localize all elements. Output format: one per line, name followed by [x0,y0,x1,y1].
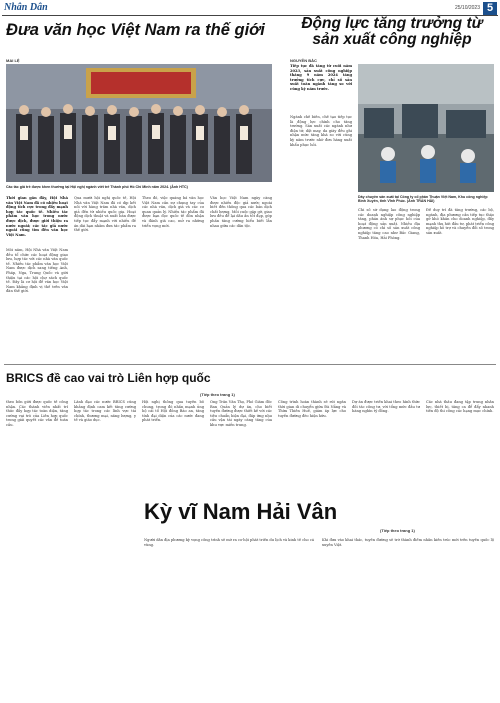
article1-photo [6,64,272,182]
article2-lead: Tiếp tục đà tăng từ cuối năm 2023, sản xuất công nghiệp tháng 9 năm 2024 tăng trưởng tích cực, chỉ số sản xuất toàn ngành tăng so với cùng kỳ năm trước. [290,64,352,91]
masthead-date: 25/10/2023 [454,5,480,11]
article4-col4: Các nhà thầu đang tập trung nhân lực, thiết bị, tăng ca để đẩy nhanh tiến độ thi công các hạng mục chính. [426,400,494,414]
page-number: 5 [483,2,497,15]
article3-byline: (Tiếp theo trang 1) [200,392,235,397]
masthead [2,2,498,16]
article1-col3: Theo đó, việc quảng bá văn học Việt Nam cần sự chung tay của các nhà văn, dịch giả và các cơ quan quản lý. Nhiều tác phẩm đã được bạn đọc quốc tế đón nhận và đánh giá cao, mở ra những triển vọng mới. [142,196,204,228]
article4-title: Kỳ vĩ Nam Hải Vân [144,499,338,524]
article2-byline: NGUYỄN BẮC [290,58,317,63]
article3-title: BRICS đề cao vai trò Liên hợp quốc [6,371,211,385]
article2-col1: Ngành chế biến, chế tạo tiếp tục là động lực chính cho tăng trưởng. Sản xuất các ngành như điện tử, dệt may, da giày đều ghi nhận mức tăng khá so với cùng kỳ năm trước nhờ đơn hàng xuất khẩu phục hồi. [290,115,352,147]
article3-col1: theo bốn giới được quốc tế công nhận. Các thành viên nhất trí thúc đẩy hợp tác toàn diện, tăng cường vai trò của Liên hợp quốc trong giải quyết các vấn đề toàn cầu. [6,400,68,427]
article2-photo [358,64,494,192]
article2-caption: Dây chuyền sản xuất tại Công ty cổ phần Thuận Việt Nam, Khu công nghiệp Bình Xuyên, tỉnh Vĩnh Phúc. (Ảnh TRẦN HẢI) [358,195,488,204]
article4-col1: Ông Trần Văn Thọ, Phó Giám đốc Ban Quản lý dự án, cho biết tuyến đường được thiết kế với các tiêu chuẩn hiện đại, đáp ứng nhu cầu vận tải ngày càng tăng của khu vực miền trung. [210,400,272,427]
article1-title: Đưa văn học Việt Nam ra thế giới [6,21,265,39]
article1-caption: Các tác giả trẻ được khen thưởng tại Hội nghị ngành viết trẻ Thành phố Hồ Chí Minh năm 2024. (Ảnh HTC) [6,185,188,189]
photo-factory [358,64,494,192]
article2-col2: Chỉ số sử dụng lao động trong các doanh nghiệp công nghiệp tăng, phản ánh sự phục hồi của hoạt động sản xuất. Nhiều địa phương có chỉ số sản xuất công nghiệp tăng cao như Bắc Giang, Thanh Hóa, Hải Phòng. [358,208,420,240]
section-divider [4,364,496,365]
article2-col3: Để duy trì đà tăng trưởng, các bộ, ngành, địa phương cần tiếp tục tháo gỡ khó khăn cho doanh nghiệp, đẩy mạnh thu hút đầu tư, phát triển công nghiệp hỗ trợ và chuyển đổi số trong sản xuất. [426,208,494,235]
masthead-section: Nhân Dân [4,2,48,13]
article1-col2: Qua mười hội nghị quốc tế, Hội Nhà văn Việt Nam đã có dịp kết nối với hàng trăm nhà văn, dịch giả đến từ nhiều quốc gia. Hoạt động dịch thuật và xuất bản được tiếp tục đẩy mạnh với nhiều đề án dài hạn nhằm đưa tác phẩm ra thế giới. [74,196,136,233]
article4-col2: Công trình hoàn thành sẽ rút ngắn thời gian di chuyển giữa Đà Nẵng và Thừa Thiên Huế, giảm áp lực cho tuyến đường đèo hiện hữu. [278,400,346,418]
photo-ceremony [6,64,272,182]
article4-col3: Dự án được triển khai theo hình thức đối tác công tư, với tổng mức đầu tư hàng nghìn tỷ đồng. [352,400,420,414]
article1-col4: Văn học Việt Nam ngày càng được nhiều độc giả nước ngoài biết đến thông qua các bản dịch chất lượng. Mỗi cuộc gặp gỡ, giao lưu đều để lại dấu ấn tốt đẹp, góp phần tăng cường hiểu biết lẫn nhau giữa các dân tộc. [210,196,272,228]
article3-col3: Hội nghị thông qua tuyên bố chung, trong đó nhấn mạnh ủng hộ cải tổ Hội đồng Bảo an, tăng tính đại diện của các nước đang phát triển. [142,400,204,423]
article1-lead: Thời gian gần đây, Hội Nhà văn Việt Nam đã có nhiều hoạt động tích cực trong đẩy mạnh hợp tác quốc tế. Nhiều tác phẩm văn học trong nước được dịch, được giới thiệu ra nước ngoài; các tác giả nước ngoài cũng tìm đến văn học Việt Nam. [6,196,68,237]
article3-col2: Lãnh đạo các nước BRICS cũng khẳng định cam kết tăng cường hợp tác trong các lĩnh vực tài chính, thương mại, năng lượng, y tế và giáo dục. [74,400,136,423]
article4-byline: (Tiếp theo trang 1) [380,528,415,533]
article4-col6: Khi đưa vào khai thác, tuyến đường sẽ trở thành điểm nhấn kiến trúc mới trên tuyến quốc lộ xuyên Việt. [322,538,494,547]
article4-col5: Người dân địa phương kỳ vọng công trình sẽ mở ra cơ hội phát triển du lịch và kinh tế cho cả vùng. [144,538,314,547]
article2-title: Động lực tăng trưởng từ sản xuất công nghiệp [301,15,483,49]
article1-byline: MAI LỆ [6,58,20,63]
article1-col1: Mỗi năm, Hội Nhà văn Việt Nam đều tổ chức các hoạt động giao lưu, hợp tác với các nhà văn quốc tế. Nhiều tác phẩm văn học Việt Nam được dịch sang tiếng Anh, Pháp, Nga, Trung Quốc và giới thiệu tại các hội chợ sách quốc tế. Đây là cơ hội để văn học Việt Nam khẳng định vị thế trên văn đàn thế giới. [6,248,68,294]
